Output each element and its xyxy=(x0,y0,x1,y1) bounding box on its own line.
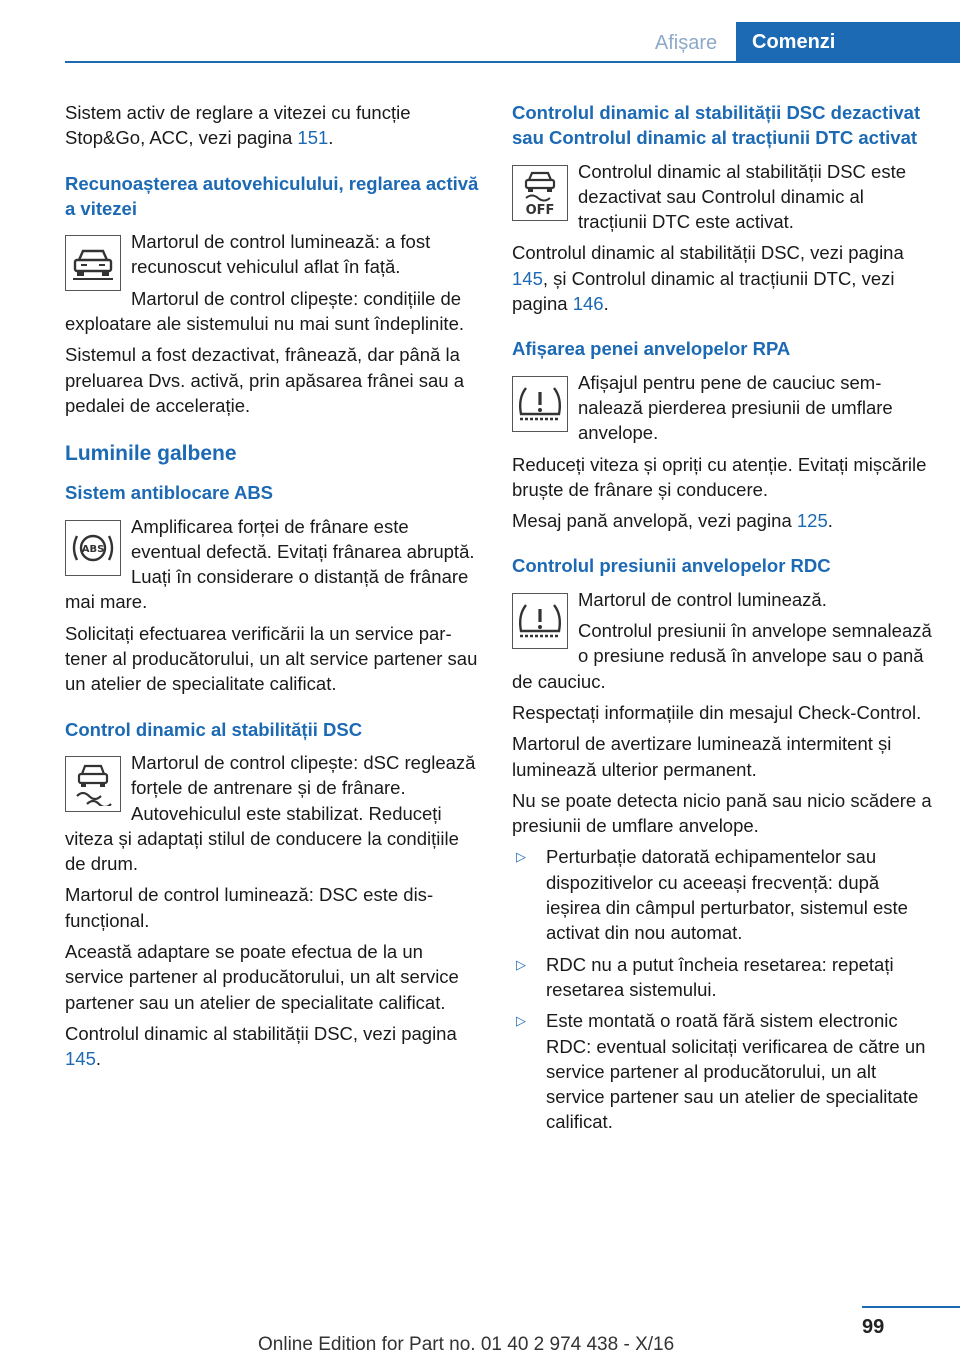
dsc-skid-icon xyxy=(65,756,121,812)
rdc-paragraph-3: Respectați informațiile din mesajul Check-Control. xyxy=(512,701,922,723)
dscoff-paragraph-2: Controlul dinamic al stabilității DSC, vezi pagina 145, și Controlul dinamic al tracțiunii DTC, vezi pagina 146. xyxy=(512,242,904,315)
section-title-dsc-off: Controlul dinamic al stabilității DSC dezactivat sau Controlul dinamic al tracțiunii DTC activat xyxy=(512,102,921,149)
tab-comenzi[interactable]: Comenzi xyxy=(736,22,960,62)
dsc-paragraph-2: Martorul de control luminează: DSC este disfuncțional. xyxy=(65,884,434,931)
rdc-paragraph-4: Martorul de avertizare luminează intermitent și luminează ulterior permanent. xyxy=(512,733,892,780)
abs-paragraph-2: Solicitați efectuarea verificării la un service partener al producătorului, un alt service partener sau un atelier de specialitate calificat. xyxy=(65,622,478,695)
rec-paragraph-3: Sistemul a fost dezactivat, frânează, dar până la preluarea Dvs. activă, prin apăsarea frânei sau a pedalei de accelerație. xyxy=(65,344,464,416)
page-link-146[interactable]: 146 xyxy=(572,293,604,315)
intro-paragraph: Sistem activ de reglare a vitezei cu funcție Stop&Go, ACC, vezi pagina 151. xyxy=(65,102,411,149)
triangle-bullet-icon: ▷ xyxy=(516,1013,526,1029)
list-item: ▷ RDC nu a putut încheia resetarea: repetați resetarea sistemului. xyxy=(516,953,894,1000)
car-ahead-icon xyxy=(65,235,121,291)
dscoff-paragraph-1: Controlul dinamic al stabilității DSC este dezactivat sau Controlul dinamic al tracțiunii DTC este activat. xyxy=(578,160,906,233)
svg-text:ABS: ABS xyxy=(81,543,105,555)
page-link-145[interactable]: 145 xyxy=(512,267,543,289)
page-link-145[interactable]: 145 xyxy=(65,1048,96,1070)
rdc-paragraph-1: Martorul de control luminează. xyxy=(578,588,827,610)
dsc-off-icon xyxy=(512,165,568,221)
rec-paragraph-2: Martorul de control clipește: condițiile de exploatare ale sistemului nu mai sunt îndeplinite. xyxy=(65,287,465,335)
page-link-125[interactable]: 125 xyxy=(796,510,828,532)
page-link-151[interactable]: 151 xyxy=(297,127,329,149)
left-column xyxy=(65,100,479,1078)
tire-warning-icon xyxy=(512,376,568,432)
tire-pressure-icon xyxy=(512,593,568,649)
abs-icon xyxy=(65,520,121,576)
tab-afisare[interactable]: Afișare xyxy=(654,32,718,54)
section-title-rpa: Afișarea penei anvelopelor RPA xyxy=(512,338,791,360)
section-title-yellow-lights: Luminile galbene xyxy=(65,442,237,466)
off-label: OFF xyxy=(525,202,555,216)
dsc-paragraph-4: Controlul dinamic al stabilității DSC, vezi pagina 145. xyxy=(65,1022,457,1070)
abs-paragraph-1: Amplificarea forței de frânare este eventual defectă. Evitați frânarea abruptă. Luați în considerare o distanță de frânare mai mare. xyxy=(65,515,475,613)
list-item: ▷ Este montată o roată fără sistem electronic RDC: eventual solicitați verificarea de către un service partener al producătorului, un alt service partener sau un atelier de specialitate calificat. xyxy=(516,1010,926,1133)
rpa-paragraph-2: Reduceți viteza și opriți cu atenție. Evitați mișcările bruște de frânare și conducere. xyxy=(512,453,927,500)
rec-paragraph-1: Martorul de control luminează: a fost recunoscut vehiculul aflat în față. xyxy=(131,231,431,278)
rdc-bullet-list xyxy=(512,844,932,1134)
triangle-bullet-icon: ▷ xyxy=(516,849,526,865)
rdc-paragraph-2: Controlul presiunii în anvelope semnalează o presiune redusă în anvelope sau o pană de cauciuc. xyxy=(512,620,932,692)
dsc-paragraph-1: Martorul de control clipește: dSC reglează forțele de antrenare și de frânare. Autovehiculul este stabilizat. Reduceți viteza și adaptați stilul de conducere la condițiile de drum. xyxy=(65,751,476,875)
dsc-paragraph-3: Această adaptare se poate efectua de la un service partener al producătorului, un alt service partener sau un atelier de specialitate calificat. xyxy=(65,941,459,1013)
rpa-paragraph-3: Mesaj pană anvelopă, vezi pagina 125. xyxy=(512,510,833,532)
triangle-bullet-icon: ▷ xyxy=(516,956,526,972)
right-column xyxy=(512,100,932,1141)
section-title-vehicle-recognition: Recunoașterea autovehiculului, reglarea activă a vitezei xyxy=(65,172,479,219)
page-number-rule xyxy=(862,1306,960,1308)
rdc-paragraph-5: Nu se poate detecta nicio pană sau nicio scădere a presiunii de umflare anvelope. xyxy=(512,789,932,837)
rpa-paragraph-1: Afișajul pentru pene de cauciuc semnalează pierderea presiunii de umflare anvelope. xyxy=(578,371,893,444)
list-item: ▷ Perturbație datorată echipamentelor sau dispozitivelor cu aceeași frecvență: după ieșirea din câmpul perturbator, sistemul este activat din nou automat. xyxy=(516,846,908,944)
section-title-dsc: Control dinamic al stabilității DSC xyxy=(65,718,363,740)
section-title-abs: Sistem antiblocare ABS xyxy=(65,482,274,504)
page-number: 99 xyxy=(862,1316,885,1338)
section-title-rdc: Controlul presiunii anvelopelor RDC xyxy=(512,555,831,577)
edition-footer: Online Edition for Part no. 01 40 2 974 438 - X/16 xyxy=(258,1334,675,1355)
header-rule xyxy=(65,61,960,63)
